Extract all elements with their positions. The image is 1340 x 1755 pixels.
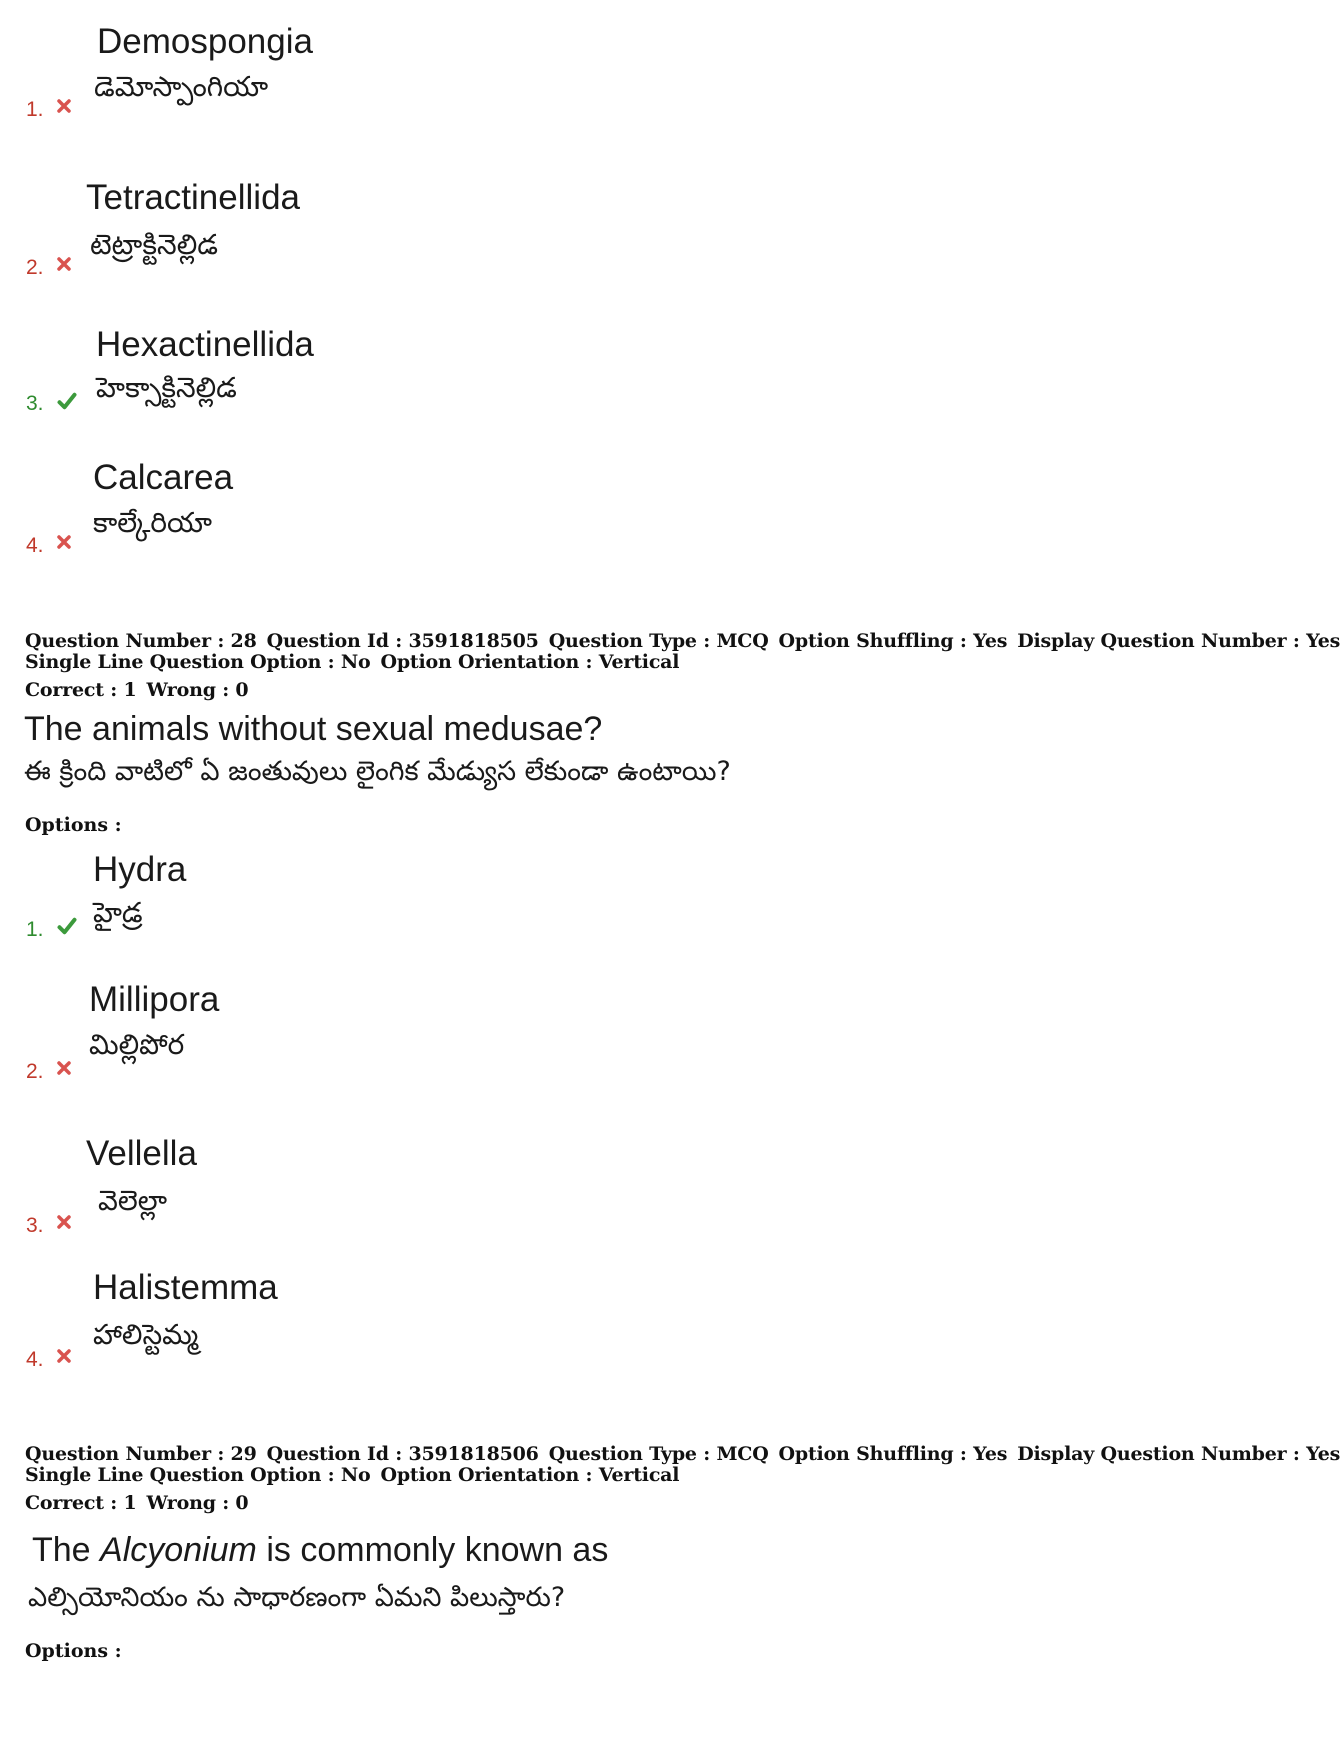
option-shuffling: Option Shuffling : Yes <box>778 630 1008 652</box>
option-text-en: Hydra <box>93 850 187 889</box>
wrong-icon <box>56 1214 72 1230</box>
option-orientation: Option Orientation : Vertical <box>380 1464 680 1486</box>
option-number: 4. <box>26 534 44 557</box>
question-meta-line1 <box>25 1443 1340 1465</box>
display-question-number: Display Question Number : Yes <box>1017 1443 1340 1465</box>
option-number: 3. <box>26 392 44 415</box>
question-text-te: ఈ క్రింది వాటిలో ఏ జంతువులు లైంగిక మేడ్యుస లేకుండా ఉంటాయి? <box>24 756 731 787</box>
marks-correct: Correct : 1 <box>25 679 137 701</box>
question-text-pre: The <box>32 1531 101 1569</box>
question-id: Question Id : 3591818506 <box>266 1443 539 1465</box>
options-label: Options : <box>25 1640 122 1662</box>
option-text-te: టెట్రాక్టినెల్లిడ <box>90 228 218 261</box>
option-number: 3. <box>26 1214 44 1237</box>
wrong-icon <box>56 256 72 272</box>
option-text-en: Demospongia <box>97 22 313 61</box>
question-meta-line2 <box>25 651 679 673</box>
option-text-te: హాలిస్టెమ్మ <box>93 1318 199 1351</box>
question-text-post: is commonly known as <box>256 1531 609 1569</box>
question-number: Question Number : 28 <box>25 630 257 652</box>
question-marks <box>25 1492 248 1514</box>
option-text-en: Hexactinellida <box>96 325 314 364</box>
option-text-te: హెక్సాక్టినెల్లిడ <box>96 371 237 404</box>
check-icon <box>56 916 78 936</box>
option-number: 2. <box>26 1060 44 1083</box>
option-text-te: డెమోస్పాంగియా <box>94 70 269 103</box>
question-text-te: ఎల్సియోనియం ను సాధారణంగా ఏమని పిలుస్తారు? <box>28 1582 566 1613</box>
marks-wrong: Wrong : 0 <box>146 679 249 701</box>
option-number: 2. <box>26 256 44 279</box>
check-icon <box>56 391 78 411</box>
option-text-en: Tetractinellida <box>86 178 300 217</box>
option-text-te: మిల్లిపోర <box>89 1028 185 1061</box>
question-meta-line2 <box>25 1464 679 1486</box>
marks-wrong: Wrong : 0 <box>146 1492 249 1514</box>
marks-correct: Correct : 1 <box>25 1492 137 1514</box>
wrong-icon <box>56 1060 72 1076</box>
question-number: Question Number : 29 <box>25 1443 257 1465</box>
question-text-en: The animals without sexual medusae? <box>24 710 603 748</box>
display-question-number: Display Question Number : Yes <box>1017 630 1340 652</box>
question-meta-line1 <box>25 630 1340 652</box>
question-text-italic: Alcyonium <box>100 1531 257 1569</box>
option-text-en: Millipora <box>89 980 220 1019</box>
single-line-option: Single Line Question Option : No <box>25 1464 371 1486</box>
option-number: 4. <box>26 1348 44 1371</box>
question-type: Question Type : MCQ <box>548 1443 769 1465</box>
question-type: Question Type : MCQ <box>548 630 769 652</box>
question-text-en <box>32 1531 608 1570</box>
option-text-te: వెలెల్లా <box>98 1184 168 1217</box>
option-number: 1. <box>26 98 44 121</box>
option-shuffling: Option Shuffling : Yes <box>778 1443 1008 1465</box>
option-text-te: హైడ్ర <box>93 896 143 929</box>
option-number: 1. <box>26 918 44 941</box>
wrong-icon <box>56 98 72 114</box>
wrong-icon <box>56 534 72 550</box>
option-orientation: Option Orientation : Vertical <box>380 651 680 673</box>
question-marks <box>25 679 248 701</box>
option-text-en: Calcarea <box>93 458 234 497</box>
option-text-en: Halistemma <box>93 1268 278 1307</box>
option-text-en: Vellella <box>86 1134 197 1173</box>
question-id: Question Id : 3591818505 <box>266 630 539 652</box>
single-line-option: Single Line Question Option : No <box>25 651 371 673</box>
options-label: Options : <box>25 814 122 836</box>
option-text-te: కాల్కేరియా <box>93 506 212 539</box>
wrong-icon <box>56 1348 72 1364</box>
